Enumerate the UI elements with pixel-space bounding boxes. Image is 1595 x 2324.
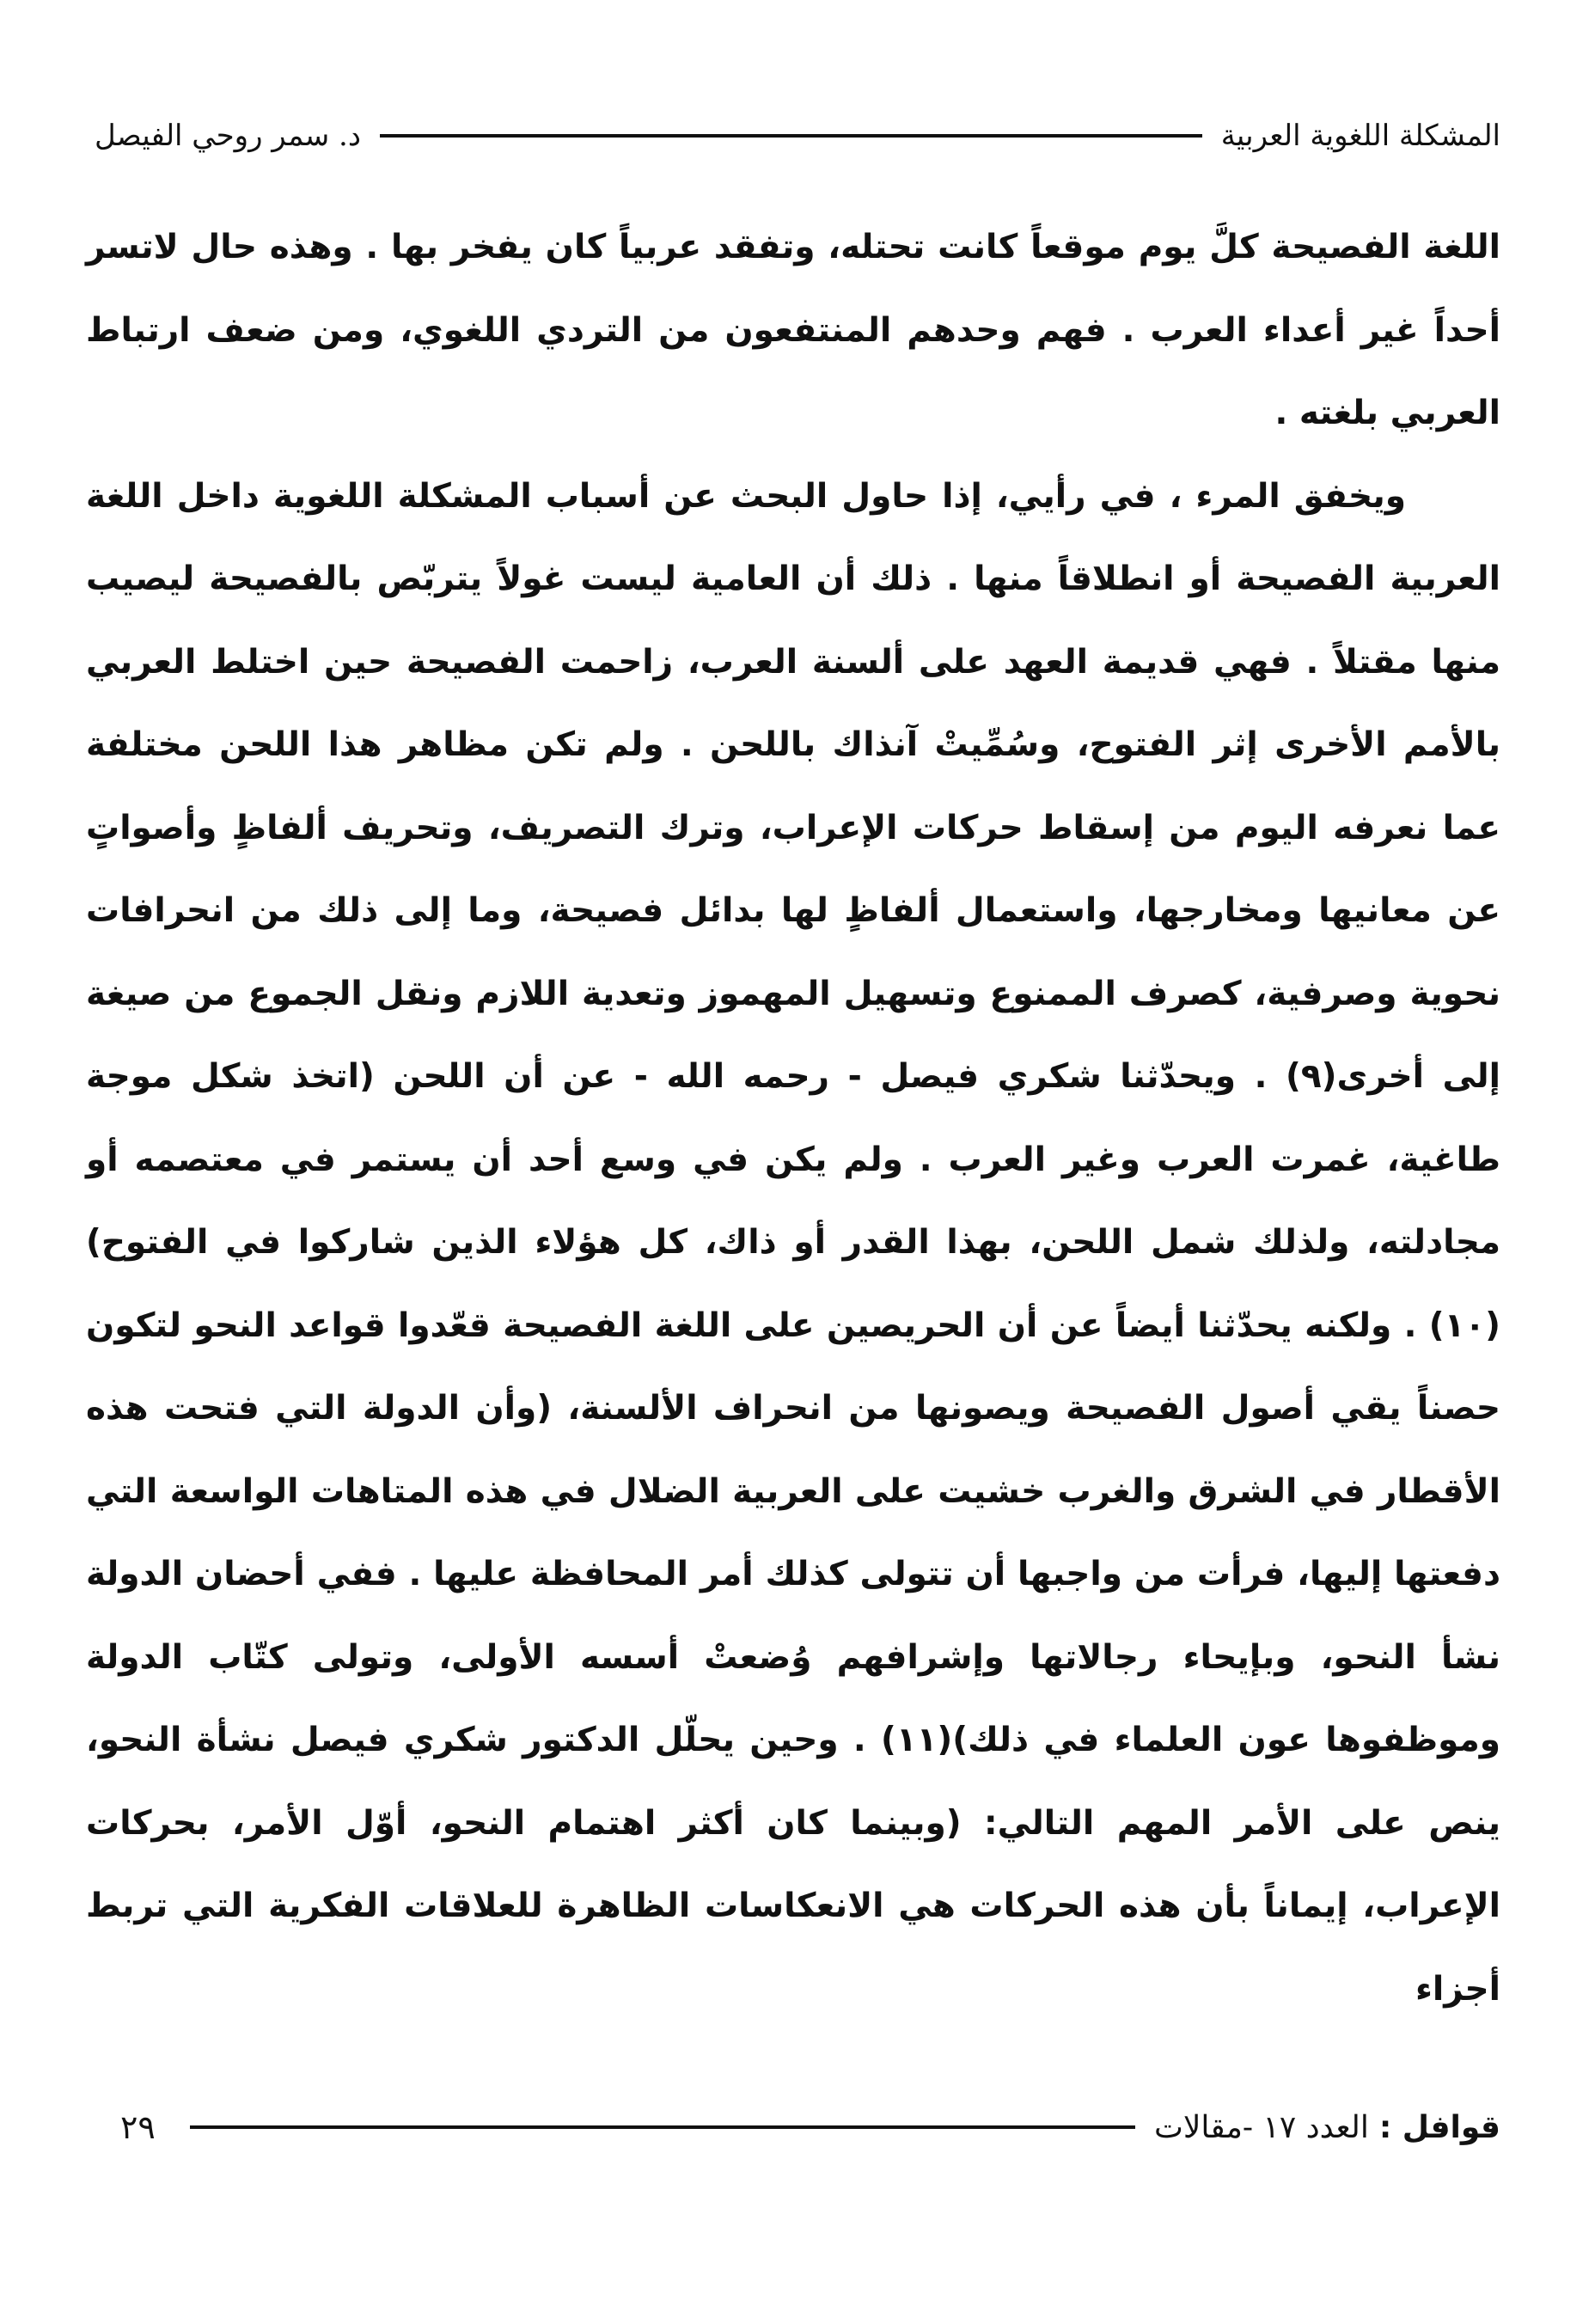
paragraph-2: ويخفق المرء ، في رأيي، إذا حاول البحث عن أسباب المشكلة اللغوية داخل اللغة العربية الفصيحة أو انطلاقاً منها . ذلك أن العامية ليست غولاً يتربّص بالفصيحة ليصيب منها مقتلاً . فهي قديمة العهد على ألسنة العرب، زاحمت الفصيحة حين اختلط العربي بالأمم الأخرى إثر الفتوح، وسُمِّيتْ آنذاك باللحن . ولم تكن مظاهر هذا اللحن مختلفة عما نعرفه اليوم من إسقاط حركات الإعراب، وترك التصريف، وتحريف ألفاظٍ وأصواتٍ عن معانيها ومخارجها، واستعمال ألفاظٍ لها بدائل فصيحة، وما إلى ذلك من انحرافات نحوية وصرفية، كصرف الممنوع وتسهيل المهموز وتعدية اللازم ونقل الجموع من صيغة إلى أخرى(٩) . ويحدّثنا شكري فيصل - رحمه الله - عن أن اللحن (اتخذ شكل موجة طاغية، غمرت العرب وغير العرب . ولم يكن في وسع أحد أن يستمر في معتصمه أو مجادلته، ولذلك شمل اللحن، بهذا القدر أو ذاك، كل هؤلاء الذين شاركوا في الفتوح)(١٠) . ولكنه يحدّثنا أيضاً عن أن الحريصين على اللغة الفصيحة قعّدوا قواعد النحو لتكون حصناً يقي أصول الفصيحة ويصونها من انحراف الألسنة، (وأن الدولة التي فتحت هذه الأقطار في الشرق والغرب خشيت على العربية الضلال في هذه المتاهات الواسعة التي دفعتها إليها، فرأت من واجبها أن تتولى كذلك أمر المحافظة عليها . ففي أحضان الدولة نشأ النحو، وبإيحاء رجالاتها وإشرافهم وُضعتْ أسسه الأولى، وتولى كتّاب الدولة وموظفوها عون العلماء في ذلك)(١١) . وحين يحلّل الدكتور شكري فيصل نشأة النحو، ينص على الأمر المهم التالي: (وبينما كان أكثر اهتمام النحو، أوّل الأمر، بحركات الإعراب، إيماناً بأن هذه الحركات هي الانعكاسات الظاهرة للعلاقات الفكرية التي تربط أجزاء — [86, 476, 1501, 2009]
header-rule — [380, 134, 1202, 138]
running-footer — [95, 2097, 1500, 2157]
paragraph-1: اللغة الفصيحة كلَّ يوم موقعاً كانت تحتله، وتفقد عربياً كان يفخر بها . وهذه حال لاتسر أحداً غير أعداء العرب . فهم وحدهم المنتفعون من التردي اللغوي، ومن ضعف ارتباط العربي بلغته . — [86, 228, 1500, 432]
running-header — [95, 110, 1500, 162]
header-title: المشكلة اللغوية العربية — [1220, 119, 1500, 153]
footer-journal-name: قوافل : — [1378, 2109, 1500, 2145]
footer-rule — [190, 2125, 1135, 2129]
footer-issue: العدد ١٧ -مقالات — [1153, 2109, 1369, 2145]
header-author: د. سمر روحي الفيصل — [95, 119, 361, 153]
page-number: ٢٩ — [120, 2108, 156, 2146]
article-body — [86, 206, 1500, 2031]
